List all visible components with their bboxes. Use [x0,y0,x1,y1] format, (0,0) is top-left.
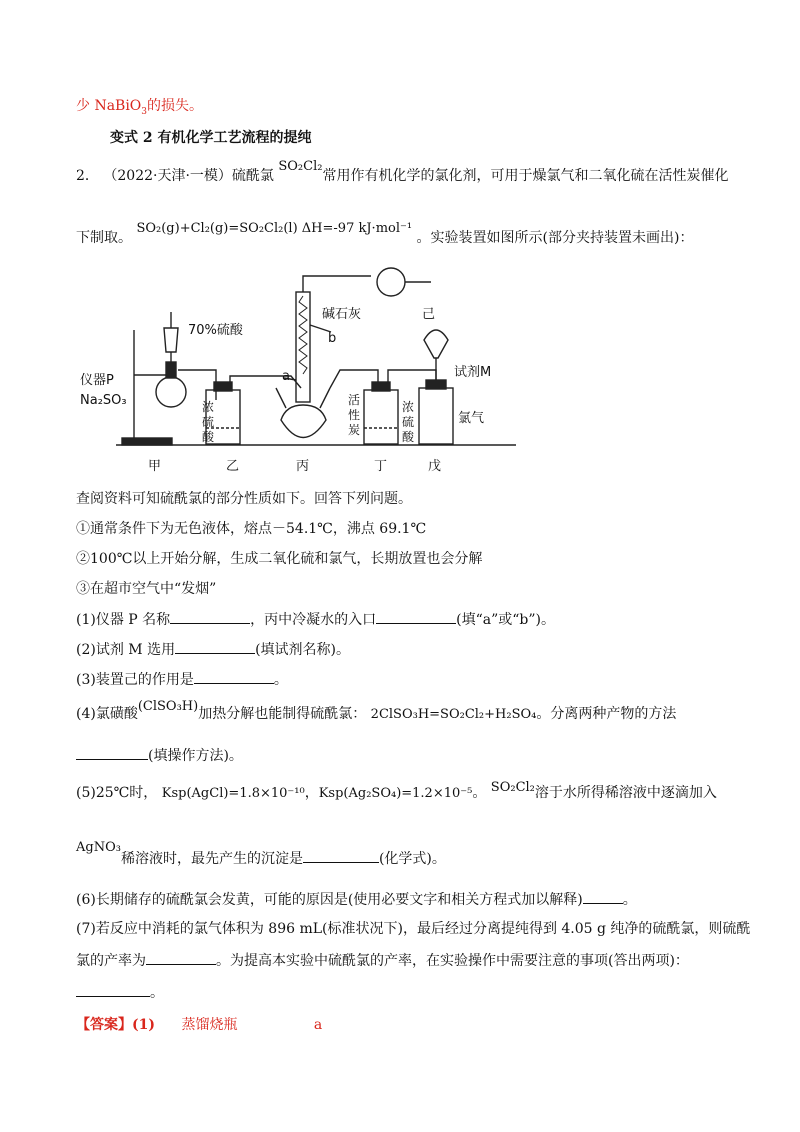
formula-agno3: AgNO₃ [76,840,121,855]
label-70-acid: 70%硫酸 [188,323,243,338]
bottle-ding [364,390,398,444]
station-ding: 丁 [374,459,388,474]
label-reagent-m: 试剂M [454,365,492,380]
question-4 [76,699,677,725]
q4-text-b: 加热分解也能制得硫酰氯： [198,706,367,722]
answer-line [76,1015,322,1035]
dropping-funnel [164,328,178,352]
answer-blank[interactable] [175,639,255,654]
question-7: (7)若反应中消耗的氯气体积为 896 mL(标准状况下)，最后经过分离提纯得到 4.05 g 纯净的硫酰氯，则硫酰 [76,921,751,937]
prop-3: ③在超市空气中“发烟” [76,581,217,597]
answer-blank[interactable] [303,848,379,863]
label-carbon: 活性炭 [348,393,361,437]
question-line1-rest: 常用作有机化学的氯化剂，可用于燥氯气和二氧化硫在活性炭催化 [322,168,729,184]
q7-text-d: 。 [150,985,164,1001]
q1-text-b: ，丙中冷凝水的入口 [250,612,377,628]
q1-text-a: (1)仪器 P 名称 [76,612,171,628]
question-2-line1 [76,159,729,187]
stand-base [122,438,172,445]
tube-to-ji [303,276,371,282]
props-intro: 查阅资料可知硫酰氯的部分性质如下。回答下列问题。 [76,491,412,507]
bottle-wu [419,388,453,444]
q3-text-b: 。 [273,672,288,688]
q1-text-c: (填“a”或“b”)。 [456,612,556,628]
q5-text-e: (化学式)。 [378,851,446,867]
question-number: 2． [76,168,99,184]
station-bing: 丙 [296,459,310,474]
label-na2so3: Na₂SO₃ [80,393,127,408]
prop-2: ②100℃以上开始分解，生成二氧化硫和氯气，长期放置也会分解 [76,551,483,567]
station-jia: 甲 [148,459,162,474]
answer-blank[interactable] [146,950,216,965]
q4-text-c: 。分离两种产物的方法 [536,706,677,722]
q5-text-d: 稀溶液时，最先产生的沉淀是 [120,851,303,867]
q6-text-b: 。 [622,892,637,908]
reaction-equation: SO₂(g)+Cl₂(g)=SO₂Cl₂(l) ΔH=-97 kJ·mol⁻¹ [136,221,413,236]
question-2 [76,639,350,660]
q6-text-a: (6)长期储存的硫酰氯会发黄，可能的原因是(使用必要文字和相关方程式加以解释) [76,892,583,908]
question-line2-b: 。实验装置如图所示(部分夹持装置未画出)： [416,230,694,246]
answer-2: a [313,1017,323,1033]
answer-blank[interactable] [76,745,148,760]
question-3 [76,669,288,690]
intro-tail [76,96,203,122]
intro-tail-text-end: 的损失。 [147,98,204,114]
label-conc-acid-1: 浓硫酸 [202,400,215,444]
q4-text-d: (填操作方法)。 [148,748,243,764]
q7-text-c: 。为提高本实验中硫酰氯的产率，在实验操作中需要注意的事项(答出两项)： [216,953,689,969]
label-jianshi: 碱石灰 [322,307,362,322]
tube-ding-bing [330,370,378,388]
question-7-cont [76,950,689,971]
q5-text-a: (5)25℃时， [76,785,158,801]
q4-text-a: (4)氯磺酸 [76,706,138,722]
question-5 [76,780,717,804]
answer-blank[interactable] [170,609,250,624]
ksp-ag2so4: Ksp(Ag₂SO₄)=1.2×10⁻⁵ [318,786,473,801]
answer-blank[interactable] [376,609,456,624]
answer-blank[interactable] [583,889,623,904]
answer-blank[interactable] [76,982,150,997]
answer-tag: 【答案】(1) [76,1017,155,1033]
question-source: （2022·天津·一模）硫酰氯 [103,168,274,184]
station-yi: 乙 [226,459,240,474]
formula-so2cl2-q5: SO₂Cl₂ [490,780,535,795]
q2-text-b: (填试剂名称)。 [255,642,351,658]
question-5-cont [76,840,446,870]
label-a: a [282,369,290,384]
question-line2-a: 下制取。 [76,230,132,246]
apparatus-diagram [80,270,536,480]
flask-p [156,377,186,407]
label-ji: 己 [422,307,436,322]
drying-ball-ji [377,268,405,296]
bottle-yi-cap [214,382,232,391]
flask-neck-left [276,388,286,408]
question-6 [76,889,637,910]
station-wu: 戊 [428,459,442,474]
label-chlorine: 氯气 [458,411,485,426]
answer-blank[interactable] [194,669,274,684]
question-2-line2 [76,221,694,249]
q5-separator: ， [304,785,319,801]
equation-clso3h: 2ClSO₃H=SO₂Cl₂+H₂SO₄ [370,707,537,722]
prop-1: ①通常条件下为无色液体，熔点－54.1℃，沸点 69.1℃ [76,521,427,537]
q5-text-b: 。 [472,785,487,801]
formula-so2cl2: SO₂Cl₂ [278,159,323,174]
q2-text-a: (2)试剂 M 选用 [76,642,176,658]
question-4-cont [76,745,243,766]
three-neck-flask [281,405,326,438]
bottle-ding-cap [372,382,390,391]
q3-text-a: (3)装置己的作用是 [76,672,194,688]
intro-tail-sub: 3 [141,106,148,117]
question-1 [76,609,555,630]
question-7-end [76,982,164,1003]
q7-text-b: 氯的产率为 [76,953,146,969]
q5-text-c: 溶于水所得稀溶液中逐滴加入 [534,785,717,801]
label-b: b [328,331,337,346]
answer-1: 蒸馏烧瓶 [181,1017,238,1033]
intro-tail-text: 少 NaBiO [76,98,142,114]
flask-neck-right [320,388,330,408]
ksp-agcl: Ksp(AgCl)=1.8×10⁻¹⁰ [161,786,305,801]
condenser-coil [299,296,307,374]
label-instrument-p: 仪器P [80,373,114,388]
section-title: 变式 2 有机化学工艺流程的提纯 [110,130,312,146]
label-conc-acid-2: 浓硫酸 [402,400,415,444]
tube-yi-bing [230,376,301,388]
formula-clso3h: (ClSO₃H) [137,699,199,714]
separatory-funnel [424,330,448,358]
bottle-wu-cap [426,380,446,389]
